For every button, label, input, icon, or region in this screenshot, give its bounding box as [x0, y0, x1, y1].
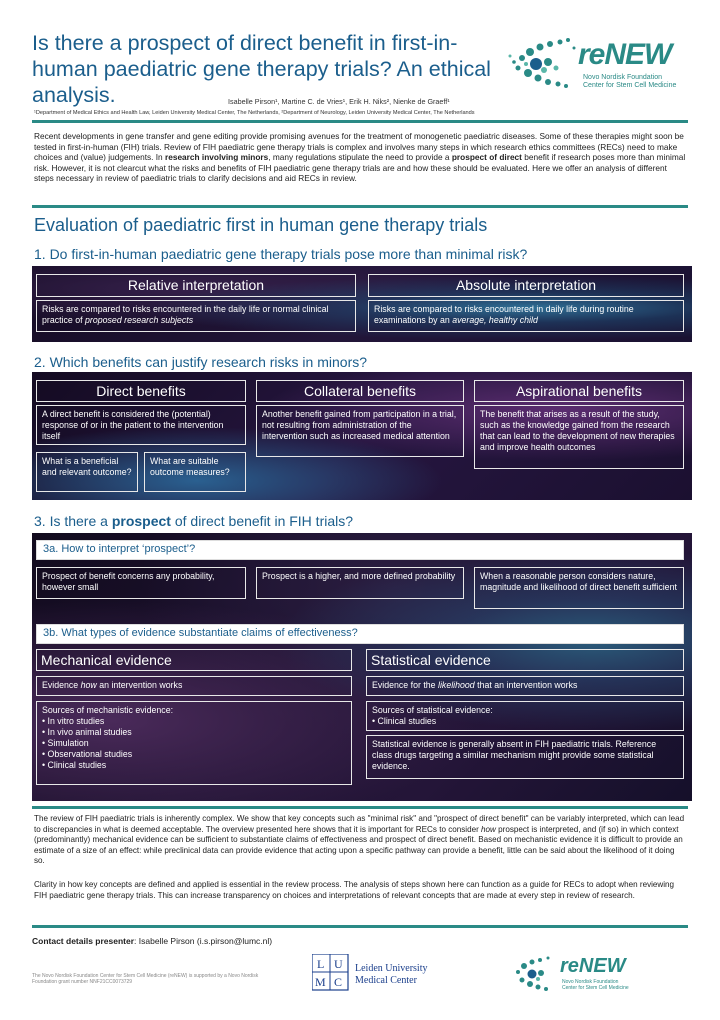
list-item: • Observational studies: [42, 749, 133, 759]
main-section-title: Evaluation of paediatric first in human gene therapy trials: [34, 215, 488, 235]
conclusion-paragraph-2: Clarity in how key concepts are defined and applied is essential in the review process. The analysis of steps shown here can function as a guide for RECs to adopt when reviewing FIH paediatric gene therapy trials. This can increase transparency on choices and interpretations of relevant concepts that are made at every step in review of research.: [34, 880, 675, 900]
prospect-interpretation-reasonable: When a reasonable person considers nature, magnitude and likelihood of direct benefit sufficient: [474, 567, 684, 609]
subsection-3a-title: 3a. How to interpret ‘prospect’?: [36, 540, 684, 560]
lumc-letter: C: [334, 975, 343, 989]
statistical-evidence-definition: Evidence for the likelihood that an intervention works: [366, 676, 684, 696]
list-item: • Simulation: [42, 738, 89, 748]
funding-statement: The Novo Nordisk Foundation Center for Stem Cell Medicine (reNEW) is supported by a Novo Nordisk Foundation grant number NNF21CC0073729: [32, 973, 259, 985]
introduction: Recent developments in gene transfer and gene editing provide promising avenues for the treatment of monogenetic paediatric diseases. Some of these therapies might soon be tested in first-in-human (FIH) trials. Review of FIH paediatric gene therapy trials is complex and involves many steps in which research ethics committees (RECs) need to make choices and (value) judgements. In research involving minors, many regulations stipulate the need to provide a prospect of direct benefit if research poses more than minimal risk. However, it is not clearcut what the risks and benefits of FIH paediatric gene therapy trials are and how these should be evaluated. Here we offer an analysis of different steps necessary in review of paediatric trials to clarify decisions and aid RECs in review.: [34, 131, 686, 184]
statistical-evidence-heading: Statistical evidence: [366, 649, 684, 671]
section-1-title: 1. Do first-in-human paediatric gene therapy trials pose more than minimal risk?: [34, 246, 528, 262]
list-item: • In vivo animal studies: [42, 727, 132, 737]
collateral-benefits-text: Another benefit gained from participation in a trial, not resulting from administration of the intervention such as increased medical attention: [256, 405, 464, 457]
subsection-3b-title: 3b. What types of evidence substantiate claims of effectiveness?: [36, 624, 684, 644]
direct-benefits-text: A direct benefit is considered the (potential) response of or in the patient to the intervention itself: [36, 405, 246, 445]
section-3-title: 3. Is there a prospect of direct benefit in FIH trials?: [34, 513, 354, 529]
absolute-interpretation-text: Risks are compared to risks encountered in daily life during routine examinations by an average, healthy child: [368, 300, 684, 332]
lumc-letter: L: [317, 957, 325, 971]
renew-logo-subtitle: Novo Nordisk Foundation Center for Stem Cell Medicine: [583, 74, 677, 89]
renew-footer-logo-subtitle: Novo Nordisk Foundation Center for Stem Cell Medicine: [562, 979, 629, 991]
renew-footer-logo-word: reNEW: [560, 955, 626, 977]
section-2-title: 2. Which benefits can justify research risks in minors?: [34, 354, 368, 370]
direct-benefits-heading: Direct benefits: [36, 380, 246, 402]
lumc-name: Leiden University Medical Center: [355, 963, 428, 986]
statistical-evidence-note: Statistical evidence is generally absent in FIH paediatric trials. Reference class drugs targeting a similar mechanism might provide some statistical evidence.: [366, 735, 684, 779]
mechanical-evidence-heading: Mechanical evidence: [36, 649, 352, 671]
aspirational-benefits-heading: Aspirational benefits: [474, 380, 684, 402]
aspirational-benefits-text: The benefit that arises as a result of the study, such as the knowledge gained from the research that can lead to the development of new therapies and improve health outcomes: [474, 405, 684, 469]
list-item: • In vitro studies: [42, 716, 105, 726]
footer-divider: [32, 925, 688, 928]
prospect-interpretation-any: Prospect of benefit concerns any probability, however small: [36, 567, 246, 599]
section-3-panel: [32, 533, 692, 801]
section-2-panel: [32, 372, 692, 500]
list-item: • Clinical studies: [372, 716, 437, 726]
intro-divider: [32, 205, 688, 208]
conclusion-paragraph-1: The review of FIH paediatric trials is inherently complex. We show that key concepts such as "minimal risk" and "prospect of direct benefit" can be variably interpreted, which can lead to discrepancies in what is deemed acceptable. The overview presented here shows that it is important for RECs to consider how prospect is interpreted, and (if so) in which context (predominantly) mechanical evidence can be sufficient to substantiate claims of effectiveness and prospect of direct benefit. Based on mechanistic evidence it is difficult to provide an estimate of a size of an effect: while preclinical data can provide evidence that acting upon a specific pathway can provide a benefit, little can be said about the likelihood of it doing so.: [34, 814, 685, 865]
mechanical-evidence-definition: Evidence how an intervention works: [36, 676, 352, 696]
relative-interpretation-heading: Relative interpretation: [36, 274, 356, 297]
direct-benefits-question-outcome: What is a beneficial and relevant outcome?: [36, 452, 138, 492]
section-1-panel: [32, 266, 692, 342]
prospect-interpretation-defined: Prospect is a higher, and more defined probability: [256, 567, 464, 599]
collateral-benefits-heading: Collateral benefits: [256, 380, 464, 402]
lumc-letter: M: [315, 975, 326, 989]
poster-header: [0, 0, 720, 128]
header-divider: [32, 120, 688, 123]
contact-details: Contact details presenter: Isabelle Pirson (i.s.pirson@lumc.nl): [32, 936, 273, 946]
poster-title: Is there a prospect of direct benefit in first-in-human paediatric gene therapy trials? An ethical analysis.: [32, 31, 491, 107]
conclusion-divider-top: [32, 806, 688, 809]
direct-benefits-question-measures: What are suitable outcome measures?: [144, 452, 246, 492]
mechanical-evidence-sources: Sources of mechanistic evidence: • In vitro studies • In vivo animal studies • Simulation • Observational studies • Clinical studies: [36, 701, 352, 785]
author-list: Isabelle Pirson¹, Martine C. de Vries¹, Erik H. Niks², Nienke de Graeff¹: [228, 97, 450, 106]
absolute-interpretation-heading: Absolute interpretation: [368, 274, 684, 297]
affiliations: ¹Department of Medical Ethics and Health Law, Leiden University Medical Center, The Netherlands, ²Department of Neurology, Leiden University Medical Center, The Netherlands: [34, 110, 475, 116]
renew-logo-word: reNEW: [578, 38, 672, 71]
lumc-letter: U: [334, 957, 343, 971]
relative-interpretation-text: Risks are compared to risks encountered in the daily life or normal clinical practice of proposed research subjects: [36, 300, 356, 332]
list-item: • Clinical studies: [42, 760, 107, 770]
statistical-evidence-sources: Sources of statistical evidence: • Clinical studies: [366, 701, 684, 731]
